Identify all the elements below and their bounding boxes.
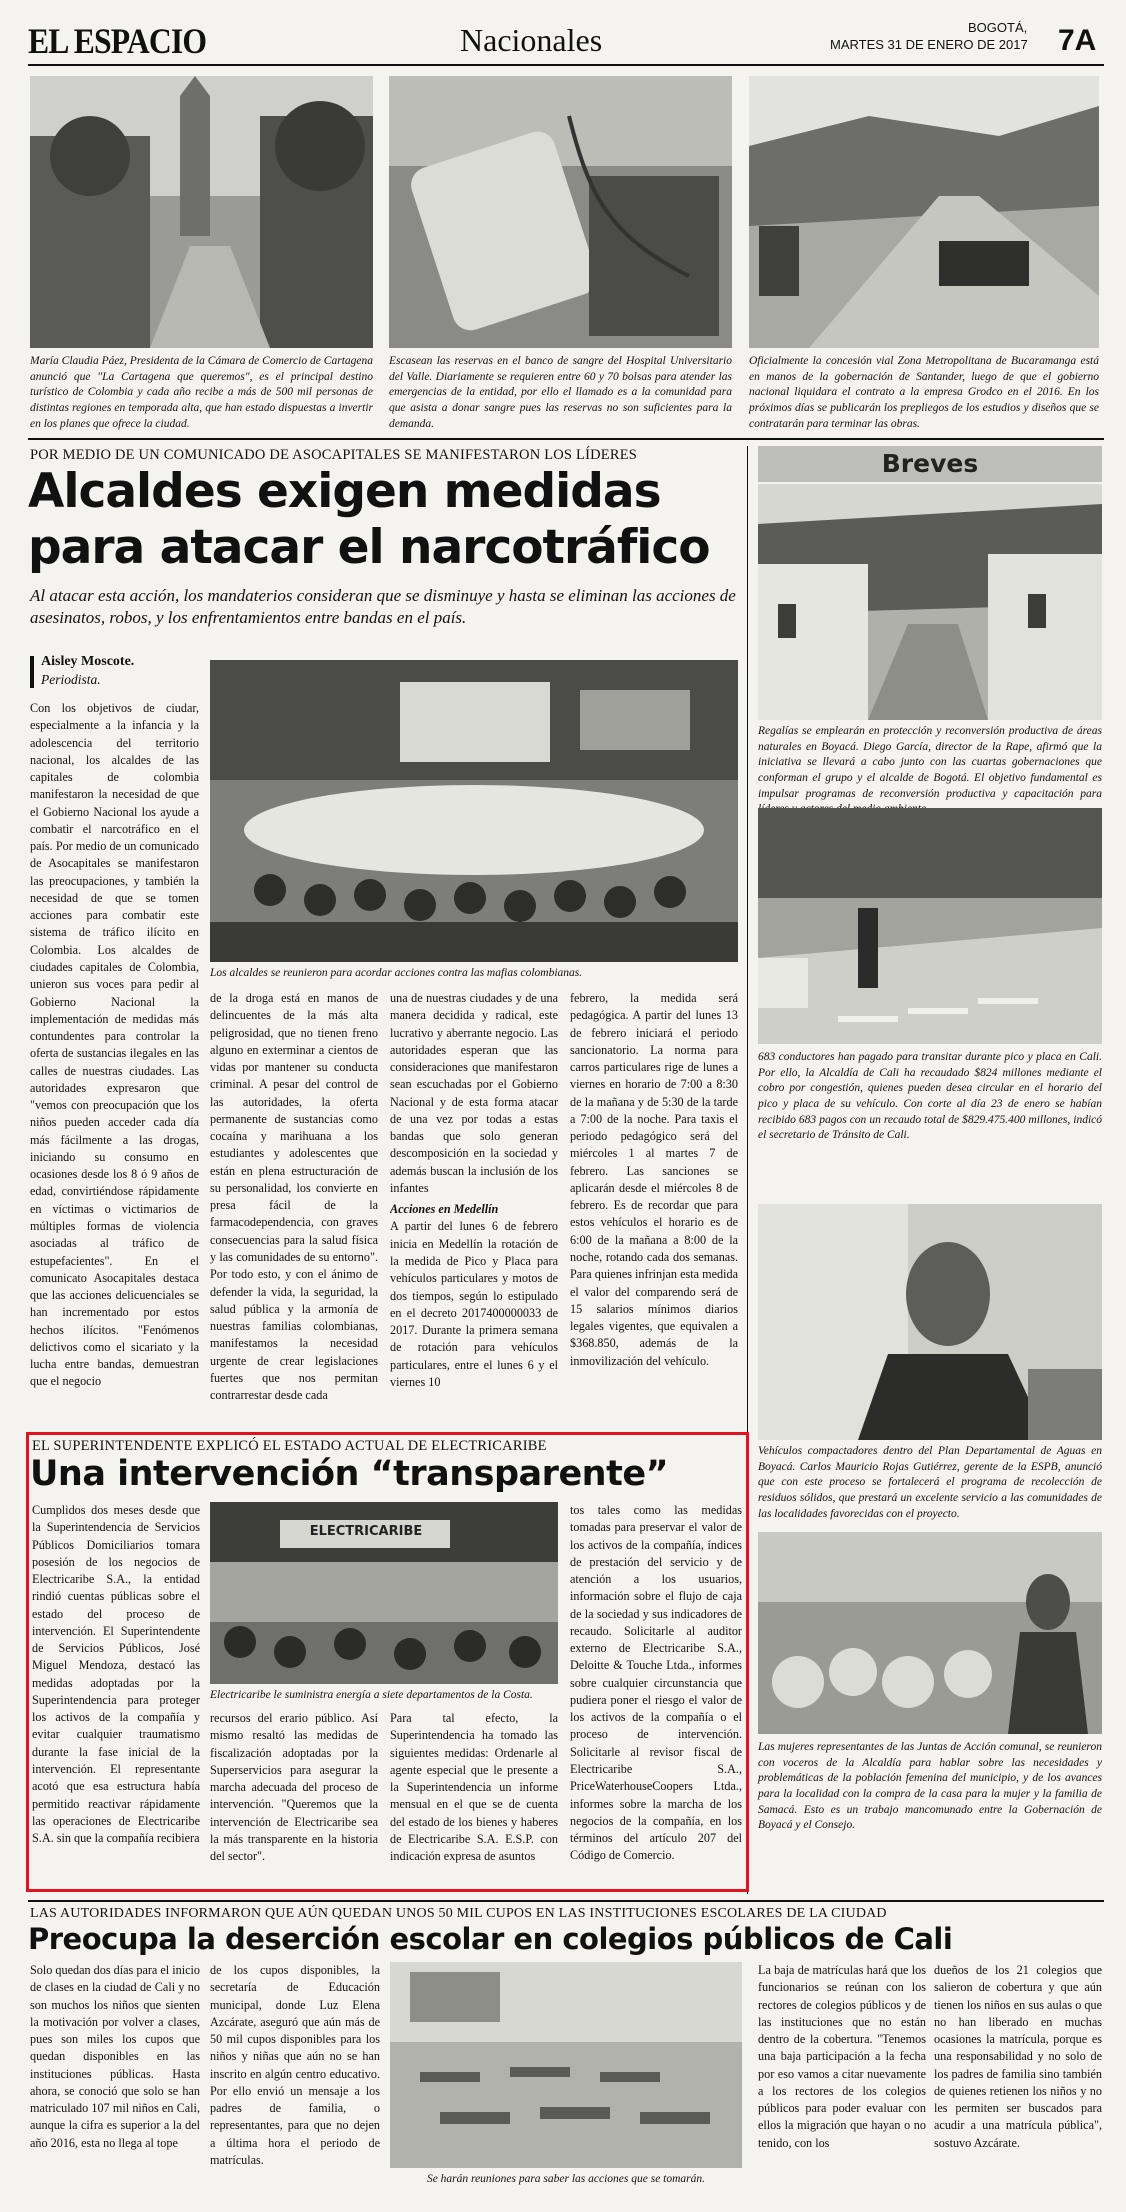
photo-electricaribe-office: [210, 1502, 558, 1684]
photo-blood-bank: [389, 76, 732, 348]
bottom-body-col4: [934, 1962, 1102, 2198]
photo-bucaramanga-road: [749, 76, 1099, 348]
boxed-body-col2: [210, 1710, 378, 1886]
boxed-body-col4: [570, 1502, 742, 1886]
section-rule: [28, 1900, 1104, 1902]
section-rule: [28, 438, 1104, 440]
breve-caption: 683 conductores han pagado para transitar durante pico y placa en Cali. Por ello, la Alcaldía de Cali ha recaudado $824 millones mediante el cobro por congestión, quienes pueden desea circular en el horario del pico y placa de su vehículo. Con corte al día 23 de enero se habían recibido 683 pagos con un recaudo total de $829.475.400 millones, indicó el secretario de Tránsito de Cali.: [758, 1051, 1102, 1142]
lead-kicker: POR MEDIO DE UN COMUNICADO DE ASOCAPITALES SE MANIFESTARON LOS LÍDERES: [30, 447, 638, 463]
byline-bar: [30, 656, 34, 688]
byline-author: Aisley Moscote.: [41, 654, 135, 669]
lead-body-col1: [30, 700, 199, 1425]
masthead: [28, 18, 1104, 68]
page-number: 7A: [1058, 24, 1097, 57]
photo-caption: Escasean las reservas en el banco de sangre del Hospital Universitario del Valle. Diariamente se requieren entre 60 y 70 bolsas para atender las emergencias de la entidad, por ello el llamado es a la comunidad para que asista a donar sangre pues las reservas no son suficientes para la demanda.: [389, 355, 732, 430]
breve-caption: Vehículos compactadores dentro del Plan Departamental de Aguas en Boyacá. Carlos Mauricio Rojas Gutiérrez, gerente de la ESPB, anunció que con este proceso se fortalecerá el programa de recolección de residuos sólidos, que prestará un excelente servicio a las comunidades de las localidades favorecidas con el proyecto.: [758, 1445, 1102, 1520]
photo-caption: María Claudia Páez, Presidenta de la Cámara de Comercio de Cartagena anunció que "La Cartagena que queremos", es el principal destino turístico de Colombia y cada año recibe a más de 500 mil personas de distintas regiones en temporada alta, que han estado dispuestas a invertir en los planes que ofrece la ciudad.: [30, 355, 373, 430]
boxed-headline: Una intervención “transparente”: [30, 1454, 669, 1494]
boxed-body-col1: [32, 1502, 200, 1886]
lead-paragraph: Con los objetivos de ciudar, especialmente a la infancia y la adolescencia del territorio nacional, los alcaldes de las capitales de colombia manifestaron la necesidad de que el Gobierno Nacional los ayude a combatir el narcotráfico en el país. Por medio de un comunicado de Asocapitales se manifestaron las preocupaciones, y también la necesidad de que se tomen acciones para combatir este sistema de tráfico ilícito en Colombia. Los alcaldes de ciudades capitales de Colombia, unieron sus voces para pedir al Gobierno Nacional la implementación de medidas más contundentes para controlar la oferta de sustancias ilegales en las calles de nuestras ciudades. Las autoridades expresaron que "vemos con preocupación que los niños pueden acceder cada día más fácilmente a las drogas, iniciando su consumo en ocasiones desde los 8 ó 9 años de edad, convirtiéndose rápidamente en víctimas o victimarios de múltiples formas de violencia asociadas al tráfico de estupefacientes". En el comunicato Asocapitales destaca que las acciones delicuenciales se han incrementado por estos hechos ilícitos. "Fenómenos delictivos como el sicariato y la lucha entre bandas, demuestran que el negocio: [30, 701, 199, 1389]
dateline-city: BOGOTÁ,: [968, 20, 1028, 35]
photo-caption: Oficialmente la concesión vial Zona Metropolitana de Bucaramanga está en manos de la gobernación de Santander, luego de que el gobierno nacional liquidara el contrato a la empresa Grodco en el 2016. En los próximos días se publicarán los prepliegos de los estudios y diseños que se contratarán para terminar las obras.: [749, 355, 1099, 430]
boxed-kicker: EL SUPERINTENDENTE EXPLICÓ EL ESTADO ACTUAL DE ELECTRICARIBE: [32, 1438, 547, 1454]
boxed-paragraph: Para tal efecto, la Superintendencia ha tomado las siguientes medidas: Ordenarle al agente especial que le presente a la Superintendencia un informe mensual en el que se de cuenta del estado de los bienes y haberes de Electricaribe S.A. E.S.P. con indicación expresa de asuntos: [390, 1711, 558, 1864]
electricaribe-sign: ELECTRICARIBE: [309, 1524, 423, 1539]
boxed-body-col3: [390, 1710, 558, 1886]
bottom-headline: Preocupa la deserción escolar en colegios públicos de Cali: [28, 1922, 953, 1956]
lead-headline-line2: para atacar el narcotráfico: [28, 520, 710, 575]
photo-mayors-meeting: [210, 660, 738, 962]
boxed-paragraph: tos tales como las medidas tomadas para preservar el valor de los activos de la compañía, índices de prestación del servicio y de atención a los usuarios, información sobre el flujo de caja de la sociedad y sus indicadores de recaudo. Solicitarle al auditor externo de Electricaribe S.A., Deloitte & Touche Ltda., informes sobre cualquier circunstancia que pudiera poner el riesgo el valor de los activos de la compañía o el proceso de intervención. Solicitarle al revisor fiscal de Electricaribe S.A., PriceWaterhouseCoopers Ltda., informes sobre la marcha de los negocios de la compañía, en los términos del artículo 207 del Código de Comercio.: [570, 1503, 742, 1863]
lead-paragraph: de la droga está en manos de delincuentes de la más alta peligrosidad, que no tienen freno alguno en exterminar a cientos de vidas por mantener su conducta criminal. A pesar del control de las autoridades, la oferta permanente de sustancias como cocaína y marihuana a los estudiantes y adolescentes que están en plena estructuración de su personalidad, los convierte en presa fácil de la farmacodependencia, con graves consecuencias para la salud física y las comunidades de su entorno". Por todo esto, y con el ánimo de defender la vida, la seguridad, la salud pública y la armonía de nuestras familias colombianas, manifestamos la necesidad urgente de crear legislaciones fuertes que nos permitan contrarrestar desde cada: [210, 991, 378, 1403]
bottom-body-col3: [758, 1962, 926, 2198]
masthead-rule: [28, 64, 1104, 66]
lead-subhead: Acciones en Medellín: [390, 1202, 499, 1217]
lead-body-col4: [570, 990, 738, 1425]
breve-caption: Las mujeres representantes de las Juntas de Acción comunal, se reunieron con voceros de la Alcaldía para hablar sobre las necesidades y problemáticas de la población femenina del municipio, y de los avances para la localidad con la compra de la casa para la mujer y la familia de Samacá. Esto es un trabajo mancomunado entre la Gobernación de Boyacá y el Consejo.: [758, 1741, 1102, 1832]
section-name: Nacionales: [460, 22, 603, 58]
photo-samaca-women: [758, 1532, 1102, 1734]
lead-paragraph: una de nuestras ciudades y de una manera decidida y radical, este lucrativo y aberrante negocio. Las autoridades esperan que las consideraciones que manifestaron sean escuchadas por el Gobierno Nacional y de esta forma atacar de una vez por todas a estas bandas que solo generan descomposición en la sociedad y además buscan la inclusión de los infantes: [390, 991, 558, 1195]
photo-cartagena: [30, 76, 373, 348]
bottom-paragraph: dueños de los 21 colegios que salieron de cobertura y que aún tienen los niños en sus aulas o que no han liberado en muchas ocasiones la matrícula, porque es una responsabilidad y no solo de los padres de familia sino también de quienes retienen los niños y no les permiten ser buscados para acudir a una matrícula pública", sostuvo Azcárate.: [934, 1963, 1102, 2150]
photo-espb-manager: [758, 1204, 1102, 1440]
photo-caption: Los alcaldes se reunieron para acordar acciones contra las mafias colombianas.: [210, 967, 583, 979]
newspaper-logo: EL ESPACIO: [28, 21, 207, 61]
breves-title: Breves: [881, 449, 979, 478]
byline-role: Periodista.: [41, 672, 101, 687]
breve-caption: Regalías se emplearán en protección y reconversión productiva de áreas naturales en Boyacá. Diego García, director de la Rape, afirmó que la iniciativa se llevará a cabo junto con las cuartas gobernaciones que conforman el grupo y el alcalde de Bogotá. El objetivo fundamental es impulsar programas de reconversión productiva y capacitación para: [758, 725, 1102, 800]
lead-body-col3: [390, 990, 558, 1425]
photo-empty-classroom: [390, 1962, 742, 2168]
photo-cali-traffic: [758, 808, 1102, 1044]
bottom-body-col2: [210, 1962, 380, 2198]
boxed-paragraph: Cumplidos dos meses desde que la Superintendencia de Servicios Públicos Domiciliarios tomara posesión de los negocios de Electricaribe S.A., la entidad rindió cuentas públicas sobre el estado del proceso de intervención. El Superintendente de Servicios Públicos, José Miguel Mendoza, destacó las medidas adoptadas por la Superintendencia para proteger los activos de la compañía y evitar cualquier traumatismo durante la fase inicial de la intervención. El representante acotó que esa estructura había permitido reactivar rápidamente las operaciones de Electricaribe S.A. sin que la compañía recibiera: [32, 1503, 200, 1846]
lead-headline-line1: Alcaldes exigen medidas: [28, 464, 661, 519]
bottom-kicker: LAS AUTORIDADES INFORMARON QUE AÚN QUEDAN UNOS 50 MIL CUPOS EN LAS INSTITUCIONES ESCOLARES DE LA CIUDAD: [30, 1906, 887, 1921]
breves-header: [758, 446, 1102, 482]
photo-boyaca-street: [758, 484, 1102, 720]
lead-body-col2: [210, 990, 378, 1425]
dateline-date: MARTES 31 DE ENERO DE 2017: [830, 37, 1028, 52]
bottom-paragraph: de los cupos disponibles, la secretaría de Educación municipal, donde Luz Elena Azcárate, aseguró que aún más de 50 mil cupos disponibles para los niños y niñas que aún no se han inscrito en algún centro educativo. Por ello envió un mensaje a los padres de familia, o representantes, para que no dejen a última hora el periodo de matrículas.: [210, 1963, 380, 2167]
lead-paragraph: febrero, la medida será pedagógica. A partir del lunes 13 de febrero iniciará el periodo sancionatorio. La norma para carros particulares rige de lunes a viernes en horario de 7:00 a 8:30 de la mañana y de 5:30 de la tarde a 7:00 de la noche. Para taxis el periodo pedagógico será del miércoles 1 al martes 7 de febrero. Las sanciones se aplicarán desde el miércoles 8 de febrero. Es de recordar que para estos vehículos el horario es de 6:00 de la mañana a 8:00 de la noche, rotando cada dos semanas. Para quienes infrinjan esta medida el valor del comparendo será de 15 salarios mínimos diarios legales vigentes, que equivalen a $368.850, además de la inmovilización del vehículo.: [570, 991, 738, 1368]
lead-paragraph: A partir del lunes 6 de febrero inicia en Medellín la rotación de la medida de Pico y Placa para vehículos particulares y motos de dos tiempos, según lo estipulado en el decreto 2017400000033 de 2017. Durante la primera semana de rotación para vehículos particulares, entre el lunes 6 y el viernes 10: [390, 1219, 558, 1389]
photo-caption: Electricaribe le suministra energía a siete departamentos de la Costa.: [210, 1689, 533, 1701]
photo-caption: Se harán reuniones para saber las acciones que se tomarán.: [426, 2173, 706, 2185]
lead-dek: Al atacar esta acción, los mandaterios consideran que se disminuye y hasta se eliminan las acciones de asesinatos, robos, y los enfrentamientos entre bandas en el país.: [30, 586, 736, 627]
bottom-paragraph: Solo quedan dos días para el inicio de clases en la ciudad de Cali y no son muchos los niños que sienten la motivación por volver a clases, pues son miles los cupos que quedan disponibles en las instituciones públicas. Hasta ahora, se conoció que solo se han matriculado 107 mil niños en Cali, aunque la cifra es superior a la del año 2016, esta no llega al tope: [30, 1963, 200, 2150]
boxed-paragraph: recursos del erario público. Así mismo resaltó las medidas de fiscalización adoptadas por la Superservicios para asegurar la marcha adecuada del proceso de intervención. "Queremos que la intervención de Electricaribe sea la más transparente en la historia del sector".: [210, 1711, 378, 1864]
bottom-paragraph: La baja de matrículas hará que los funcionarios se reúnan con los rectores de colegios públicos y de las instituciones que no están dentro de la cobertura. "Tenemos una baja participación a la fecha por eso vamos a citar nuevamente a los rectores de los colegios públicos para poder evaluar con ellos la migración que hayan o no tenido, con los: [758, 1963, 926, 2150]
bottom-body-col1: [30, 1962, 200, 2198]
